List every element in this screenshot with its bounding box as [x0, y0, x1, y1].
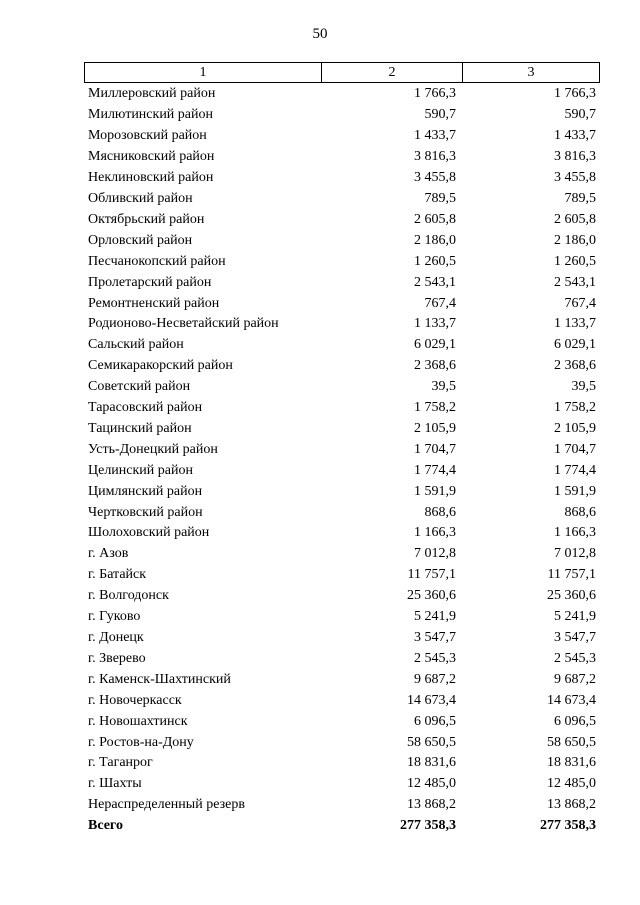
row-name: Чертковский район — [88, 504, 203, 520]
table-row — [84, 502, 600, 523]
row-value-col2: 3 455,8 — [414, 170, 456, 186]
row-value-col2: 1 591,9 — [414, 483, 456, 499]
row-value-col3: 58 650,5 — [547, 734, 596, 750]
table-row — [84, 648, 600, 669]
row-name: Ремонтненский район — [88, 295, 220, 311]
row-name: г. Новошахтинск — [88, 713, 188, 729]
row-value-col2: 14 673,4 — [407, 692, 456, 708]
row-value-col3: 1 133,7 — [554, 316, 596, 332]
row-value-col3: 11 757,1 — [547, 567, 596, 583]
budget-table — [84, 62, 600, 837]
row-name: г. Каменск-Шахтинский — [88, 671, 231, 687]
row-value-col3: 18 831,6 — [547, 755, 596, 771]
row-value-col3: 2 368,6 — [554, 358, 596, 374]
row-value-col2: 868,6 — [424, 504, 456, 520]
row-value-col2: 7 012,8 — [414, 546, 456, 562]
table-row — [84, 168, 600, 189]
row-name: г. Новочеркасск — [88, 692, 182, 708]
row-value-col3: 14 673,4 — [547, 692, 596, 708]
row-name: Орловский район — [88, 232, 193, 248]
row-name: г. Азов — [88, 546, 129, 562]
row-name: Сальский район — [88, 337, 184, 353]
row-value-col2: 25 360,6 — [407, 588, 456, 604]
table-row — [84, 669, 600, 690]
row-value-col3: 1 704,7 — [554, 441, 596, 457]
row-value-col2: 1 774,4 — [414, 462, 456, 478]
table-row — [84, 753, 600, 774]
row-value-col3: 277 358,3 — [540, 818, 596, 834]
row-value-col3: 6 029,1 — [554, 337, 596, 353]
table-row — [84, 481, 600, 502]
row-value-col3: 39,5 — [571, 379, 596, 395]
row-name: Морозовский район — [88, 128, 207, 144]
row-name: г. Таганрог — [88, 755, 153, 771]
table-row — [84, 628, 600, 649]
row-name: Неклиновский район — [88, 170, 214, 186]
row-value-col2: 1 433,7 — [414, 128, 456, 144]
row-value-col2: 1 260,5 — [414, 253, 456, 269]
table-row — [84, 544, 600, 565]
row-value-col2: 1 758,2 — [414, 400, 456, 416]
row-value-col2: 2 543,1 — [414, 274, 456, 290]
table-row — [84, 147, 600, 168]
row-value-col2: 767,4 — [424, 295, 456, 311]
row-value-col3: 3 547,7 — [554, 630, 596, 646]
table-row — [84, 439, 600, 460]
row-value-col3: 3 816,3 — [554, 149, 596, 165]
row-name: Обливский район — [88, 190, 193, 206]
table-row — [84, 272, 600, 293]
row-value-col2: 6 096,5 — [414, 713, 456, 729]
row-name: Милютинский район — [88, 107, 214, 123]
row-value-col3: 767,4 — [564, 295, 596, 311]
row-value-col2: 1 133,7 — [414, 316, 456, 332]
row-name: Мясниковский район — [88, 149, 215, 165]
row-name: Всего — [88, 818, 123, 834]
table-row — [84, 523, 600, 544]
row-name: г. Батайск — [88, 567, 147, 583]
row-name: Тарасовский район — [88, 400, 203, 416]
row-value-col3: 868,6 — [564, 504, 596, 520]
row-value-col2: 2 605,8 — [414, 211, 456, 227]
row-value-col2: 5 241,9 — [414, 609, 456, 625]
row-name: Цимлянский район — [88, 483, 203, 499]
row-value-col2: 1 704,7 — [414, 441, 456, 457]
table-row — [84, 251, 600, 272]
row-name: Октябрьский район — [88, 211, 205, 227]
table-header — [84, 62, 600, 83]
row-value-col3: 1 758,2 — [554, 400, 596, 416]
total-row — [84, 816, 600, 837]
row-value-col2: 58 650,5 — [407, 734, 456, 750]
table-row — [84, 356, 600, 377]
row-value-col3: 7 012,8 — [554, 546, 596, 562]
table-row — [84, 460, 600, 481]
table-row — [84, 126, 600, 147]
row-name: г. Зверево — [88, 650, 146, 666]
row-value-col2: 39,5 — [431, 379, 456, 395]
row-value-col3: 1 774,4 — [554, 462, 596, 478]
row-value-col3: 789,5 — [564, 190, 596, 206]
row-value-col3: 2 605,8 — [554, 211, 596, 227]
row-value-col3: 2 543,1 — [554, 274, 596, 290]
table-row — [84, 84, 600, 105]
row-value-col2: 3 547,7 — [414, 630, 456, 646]
column-header-2: 2 — [322, 63, 463, 82]
table-row — [84, 795, 600, 816]
row-name: г. Волгодонск — [88, 588, 169, 604]
row-name: г. Гуково — [88, 609, 141, 625]
row-value-col2: 789,5 — [424, 190, 456, 206]
row-value-col2: 1 766,3 — [414, 86, 456, 102]
row-name: Миллеровский район — [88, 86, 216, 102]
table-row — [84, 607, 600, 628]
row-value-col3: 1 591,9 — [554, 483, 596, 499]
row-value-col2: 2 105,9 — [414, 420, 456, 436]
column-header-3: 3 — [527, 64, 535, 80]
row-value-col2: 2 186,0 — [414, 232, 456, 248]
row-name: Пролетарский район — [88, 274, 212, 290]
row-value-col3: 590,7 — [564, 107, 596, 123]
table-row — [84, 314, 600, 335]
row-name: Семикаракорский район — [88, 358, 233, 374]
page-number: 50 — [312, 26, 328, 42]
table-row — [84, 565, 600, 586]
table-row — [84, 335, 600, 356]
column-header-1: 1 — [85, 63, 322, 82]
table-body — [84, 84, 600, 837]
table-row — [84, 711, 600, 732]
table-row — [84, 377, 600, 398]
table-row — [84, 209, 600, 230]
table-row — [84, 230, 600, 251]
table-row — [84, 774, 600, 795]
row-value-col3: 1 766,3 — [554, 86, 596, 102]
row-name: Родионово-Несветайский район — [88, 316, 279, 332]
row-value-col3: 13 868,2 — [547, 797, 596, 813]
table-row — [84, 732, 600, 753]
row-value-col3: 1 260,5 — [554, 253, 596, 269]
row-name: Советский район — [88, 379, 191, 395]
row-name: Усть-Донецкий район — [88, 441, 218, 457]
row-value-col2: 2 368,6 — [414, 358, 456, 374]
table-row — [84, 189, 600, 210]
table-row — [84, 690, 600, 711]
row-value-col2: 9 687,2 — [414, 671, 456, 687]
row-name: Шолоховский район — [88, 525, 210, 541]
row-value-col2: 1 166,3 — [414, 525, 456, 541]
row-value-col3: 25 360,6 — [547, 588, 596, 604]
row-value-col2: 3 816,3 — [414, 149, 456, 165]
table-row — [84, 293, 600, 314]
row-name: Тацинский район — [88, 420, 192, 436]
table-row — [84, 398, 600, 419]
table-row — [84, 419, 600, 440]
row-name: г. Ростов-на-Дону — [88, 734, 194, 750]
row-value-col3: 3 455,8 — [554, 170, 596, 186]
row-value-col2: 13 868,2 — [407, 797, 456, 813]
row-value-col2: 6 029,1 — [414, 337, 456, 353]
table-row — [84, 105, 600, 126]
row-value-col2: 12 485,0 — [407, 776, 456, 792]
row-value-col3: 5 241,9 — [554, 609, 596, 625]
row-value-col3: 2 545,3 — [554, 650, 596, 666]
row-name: Целинский район — [88, 462, 193, 478]
row-value-col2: 277 358,3 — [400, 818, 456, 834]
row-value-col2: 2 545,3 — [414, 650, 456, 666]
row-name: Песчанокопский район — [88, 253, 226, 269]
row-value-col3: 1 433,7 — [554, 128, 596, 144]
row-name: г. Донецк — [88, 630, 144, 646]
row-value-col3: 9 687,2 — [554, 671, 596, 687]
row-value-col3: 2 186,0 — [554, 232, 596, 248]
row-value-col3: 2 105,9 — [554, 420, 596, 436]
row-value-col3: 6 096,5 — [554, 713, 596, 729]
row-value-col2: 11 757,1 — [407, 567, 456, 583]
row-value-col2: 18 831,6 — [407, 755, 456, 771]
row-value-col3: 1 166,3 — [554, 525, 596, 541]
row-value-col2: 590,7 — [424, 107, 456, 123]
row-name: Нераспределенный резерв — [88, 797, 245, 813]
table-row — [84, 586, 600, 607]
row-name: г. Шахты — [88, 776, 142, 792]
row-value-col3: 12 485,0 — [547, 776, 596, 792]
